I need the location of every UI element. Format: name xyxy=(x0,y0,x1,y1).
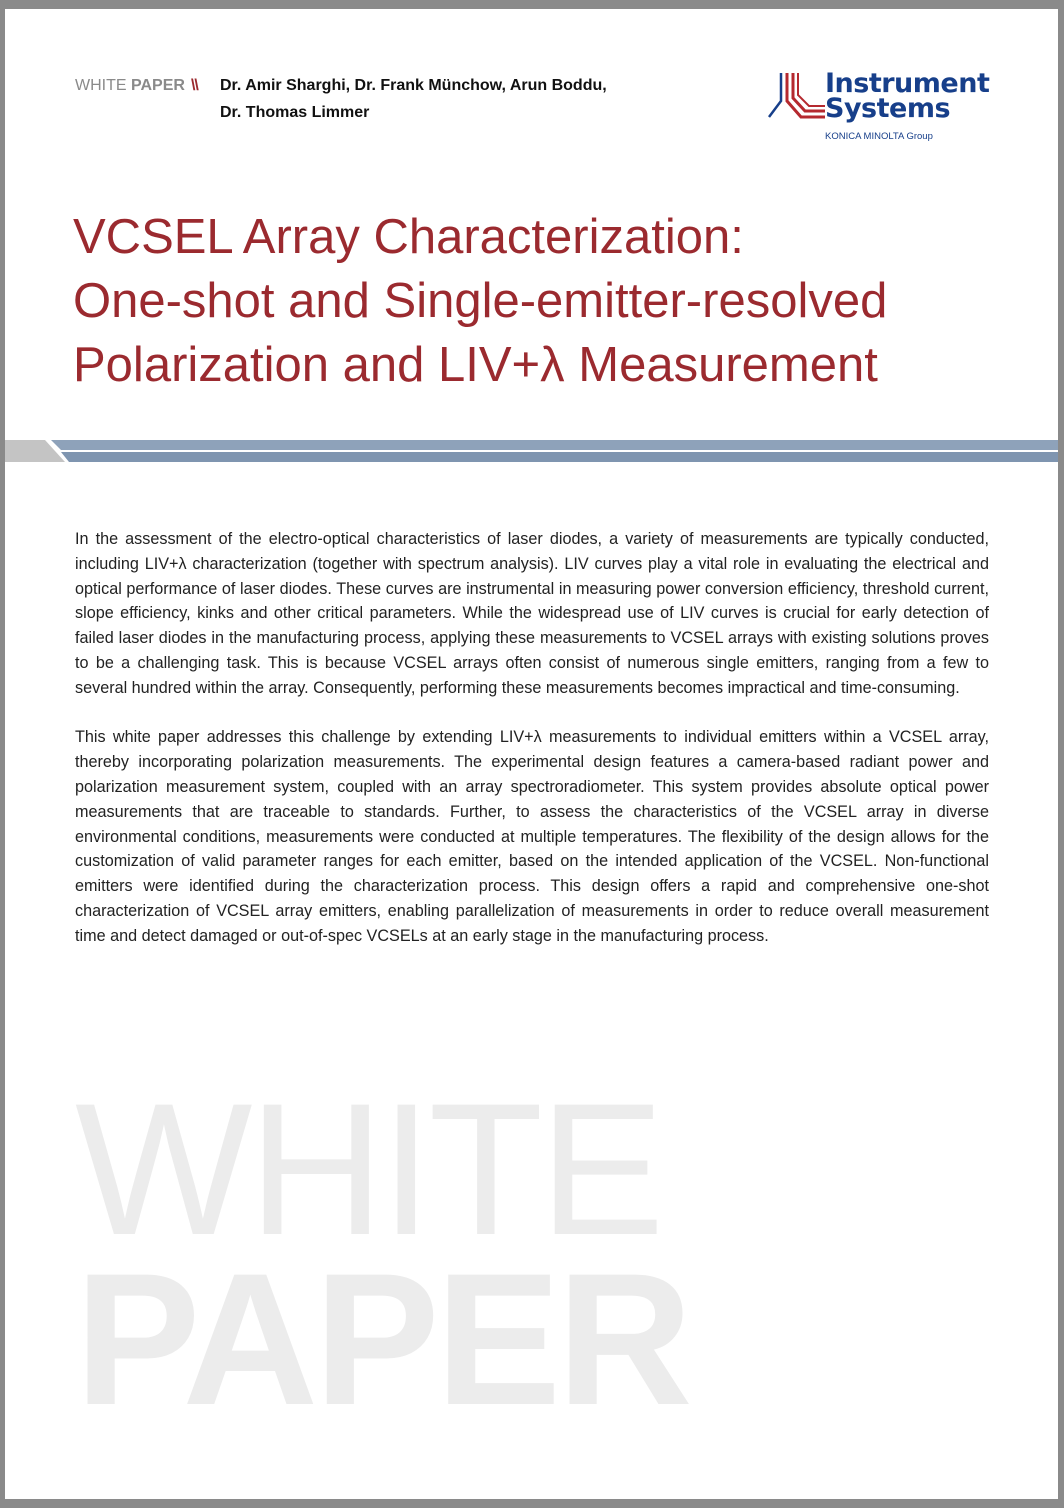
title-line-2: One-shot and Single-emitter-resolved xyxy=(73,274,888,328)
document-title xyxy=(73,205,1033,397)
title-line-1: VCSEL Array Characterization: xyxy=(73,210,744,264)
abstract-paragraph-1: In the assessment of the electro-optical characteristics of laser diodes, a variety of measurements are typically conducted, including LIV+λ characterization (together with spectrum analysis). LIV curves play a vital role in evaluating the electrical and optical performance of laser diodes. These curves are instrumental in measuring power conversion efficiency, threshold current, slope efficiency, kinks and other critical parameters. While the widespread use of LIV curves is crucial for early detection of failed laser diodes in the manufacturing process, applying these measurements to VCSEL arrays with existing solutions proves to be a challenging task. This is because VCSEL arrays often consist of numerous single emitters, ranging from a few to several hundred within the array. Consequently, performing these measurements becomes impractical and time-consuming. xyxy=(75,530,989,697)
white-paper-label-bold: PAPER xyxy=(131,77,185,94)
white-paper-label xyxy=(75,72,198,99)
logo-mark-icon xyxy=(767,71,827,123)
author-list xyxy=(220,72,680,126)
authors-line-1: Dr. Amir Sharghi, Dr. Frank Münchow, Arun Boddu, xyxy=(220,77,607,94)
logo-group-label: KONICA MINOLTA Group xyxy=(825,131,933,142)
abstract-body xyxy=(75,527,989,973)
document-page xyxy=(5,9,1058,1499)
instrument-systems-logo xyxy=(767,68,1007,151)
abstract-paragraph-2: This white paper addresses this challenge by extending LIV+λ measurements to individual emitters within a VCSEL array, thereby incorporating polarization measurements. The experimental design features a camera-based radiant power and polarization measurement system, coupled with an array spectroradiometer. This system provides absolute optical power measurements that are traceable to standards. Further, to assess the characteristics of the VCSEL array in diverse environmental conditions, measurements were conducted at multiple temperatures. The flexibility of the design allows for the customization of valid parameter ranges for each emitter, based on the intended application of the VCSEL. Non-functional emitters were identified during the characterization process. This design offers a rapid and comprehensive one-shot characterization of VCSEL array emitters, enabling parallelization of measurements in order to reduce overall measurement time and detect damaged or out-of-spec VCSELs at an early stage in the manufacturing process. xyxy=(75,728,989,945)
logo-name-line-1: Instrument xyxy=(825,68,990,99)
authors-line-2: Dr. Thomas Limmer xyxy=(220,104,370,121)
title-line-3: Polarization and LIV+λ Measurement xyxy=(73,338,878,392)
logo-wordmark xyxy=(825,68,990,124)
decorative-band xyxy=(5,437,1058,465)
watermark-line-2: PAPER xyxy=(75,1234,689,1444)
white-paper-label-light: WHITE xyxy=(75,77,131,94)
watermark-line-1: WHITE xyxy=(75,1064,661,1274)
logo-name-line-2: Systems xyxy=(825,93,951,124)
header-separator: \\ xyxy=(190,77,198,94)
